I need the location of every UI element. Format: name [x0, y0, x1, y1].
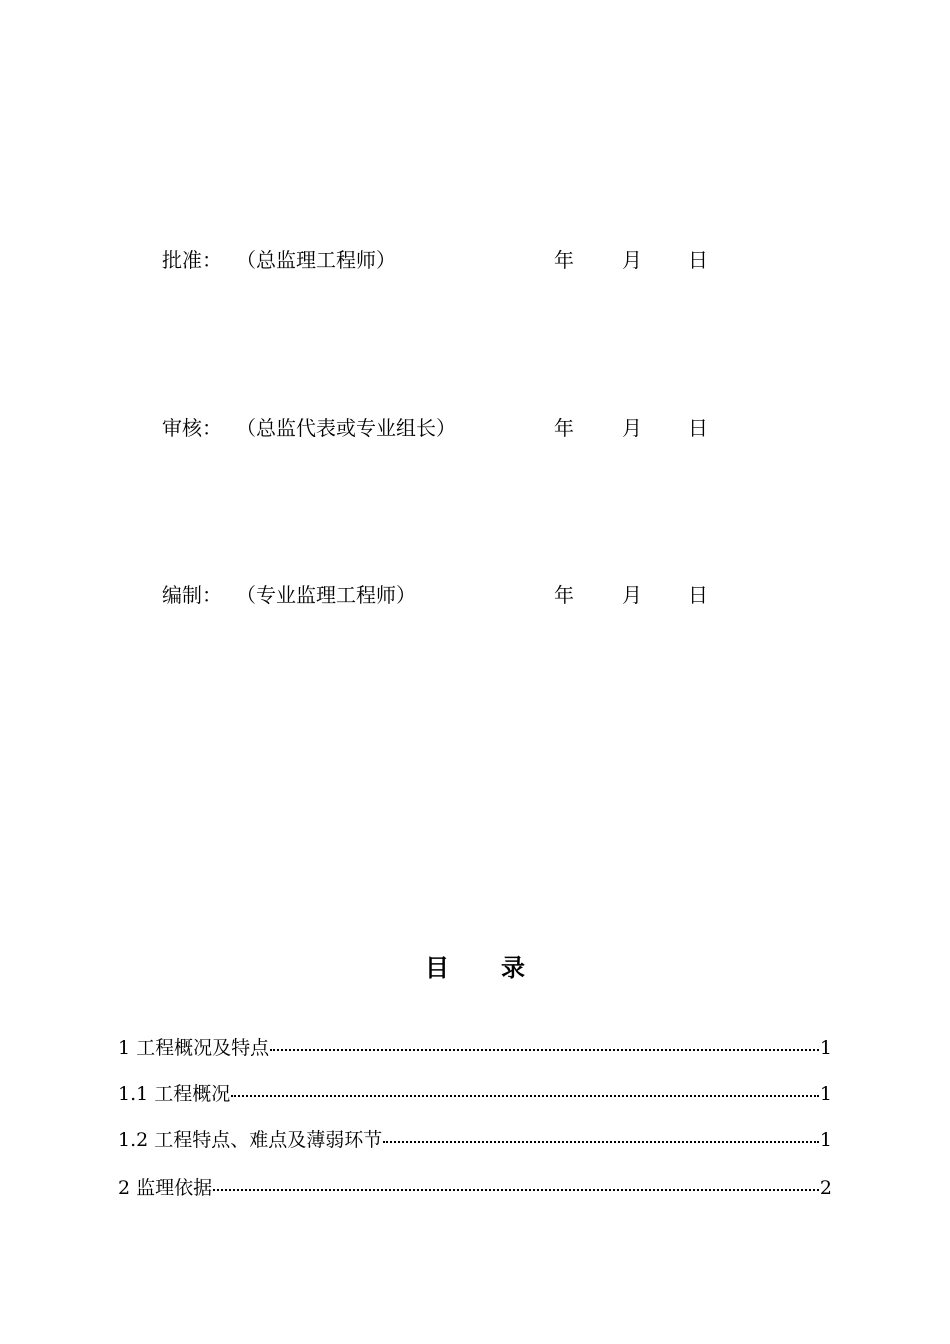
review-label: 审核：: [162, 416, 222, 440]
compile-day: 日: [688, 583, 708, 607]
toc-entry-text: 2 监理依据: [118, 1177, 213, 1199]
review-day: 日: [688, 416, 708, 440]
toc-entry-page: 2: [819, 1177, 832, 1199]
approve-role: （总监理工程师）: [236, 248, 396, 272]
toc-entry-page: 1: [819, 1129, 832, 1151]
toc-entry[interactable]: [118, 1125, 832, 1155]
approve-month: 月: [622, 248, 642, 272]
toc-leader-dots: [383, 1141, 819, 1143]
toc-title: [0, 950, 950, 986]
toc-entry-page: 1: [819, 1037, 832, 1059]
toc-entry-text: 1.2 工程特点、难点及薄弱环节: [118, 1129, 383, 1151]
approve-day: 日: [688, 248, 708, 272]
toc-entry[interactable]: [118, 1173, 832, 1203]
toc-leader-dots: [270, 1049, 819, 1051]
toc-entry[interactable]: [118, 1079, 832, 1109]
toc-entry-text: 1 工程概况及特点: [118, 1037, 270, 1059]
approve-year: 年: [554, 248, 574, 272]
review-year: 年: [554, 416, 574, 440]
toc-entry-page: 1: [819, 1083, 832, 1105]
signature-row-approve: [162, 245, 762, 275]
toc-leader-dots: [213, 1189, 819, 1191]
toc-entry-text: 1.1 工程概况: [118, 1083, 231, 1105]
compile-label: 编制：: [162, 583, 222, 607]
signature-row-compile: [162, 580, 762, 610]
compile-role: （专业监理工程师）: [236, 583, 416, 607]
signature-row-review: [162, 413, 762, 443]
toc-title-char-1: 目: [425, 954, 449, 982]
review-month: 月: [622, 416, 642, 440]
compile-month: 月: [622, 583, 642, 607]
toc-entry[interactable]: [118, 1033, 832, 1063]
compile-year: 年: [554, 583, 574, 607]
toc-leader-dots: [231, 1095, 819, 1097]
approve-label: 批准：: [162, 248, 222, 272]
review-role: （总监代表或专业组长）: [236, 416, 456, 440]
toc-title-char-2: 录: [501, 954, 525, 982]
